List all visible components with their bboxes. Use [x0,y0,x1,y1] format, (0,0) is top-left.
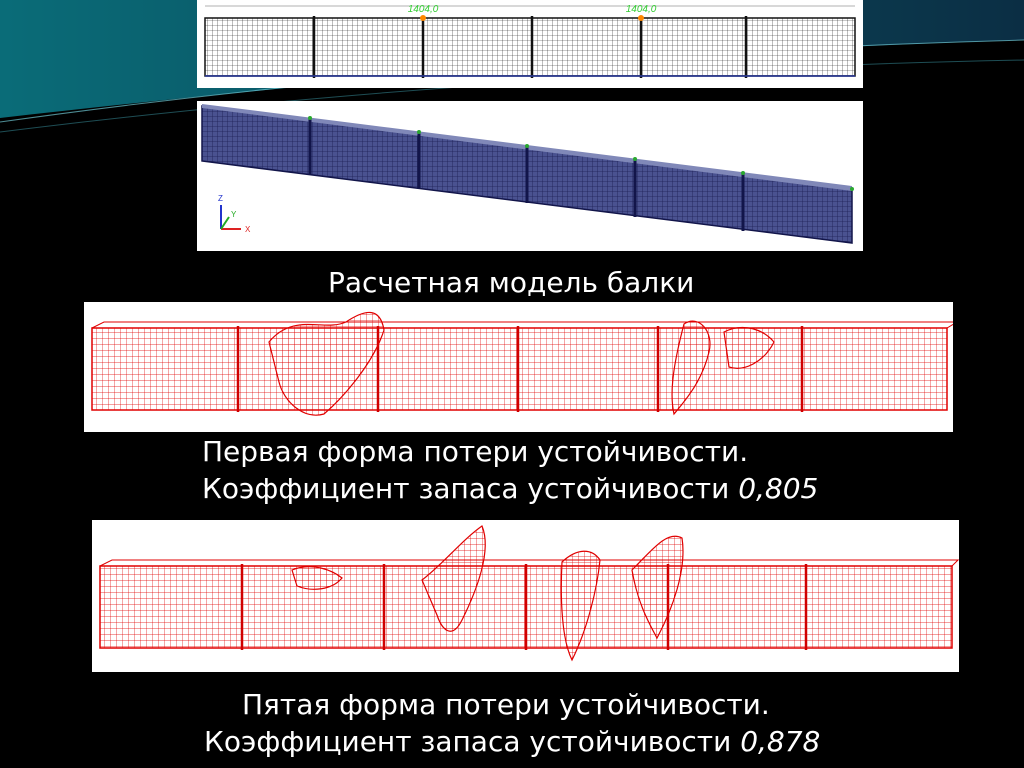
caption-model [328,264,694,301]
axis-z-label: Z [218,194,223,203]
axis-x-label: X [245,225,251,234]
caption-first-mode [202,433,818,507]
beam-elevation-view [197,0,863,88]
fifth-mode-coefficient: 0,878 [740,725,821,758]
dimension-label-2: 1404,0 [625,4,657,15]
caption-fifth-mode [204,686,820,760]
caption-first-mode-prefix: Коэффициент запаса устойчивости [202,472,739,505]
caption-fifth-mode-line1: Пятая форма потери устойчивости. [242,688,770,721]
first-buckling-mode-view [84,302,953,432]
fifth-buckling-mode-view [92,520,959,672]
caption-model-text: Расчетная модель балки [328,266,695,299]
caption-fifth-mode-prefix: Коэффициент запаса устойчивости [204,725,741,758]
beam-isometric-view [197,101,863,251]
caption-first-mode-line2 [202,470,818,507]
axes-triad-icon [218,194,251,234]
caption-first-mode-line1: Первая форма потери устойчивости. [202,435,749,468]
caption-fifth-mode-line2 [204,723,820,760]
first-mode-coefficient: 0,805 [738,472,819,505]
dimension-label-1: 1404,0 [407,4,439,15]
axis-y-label: Y [231,210,237,219]
